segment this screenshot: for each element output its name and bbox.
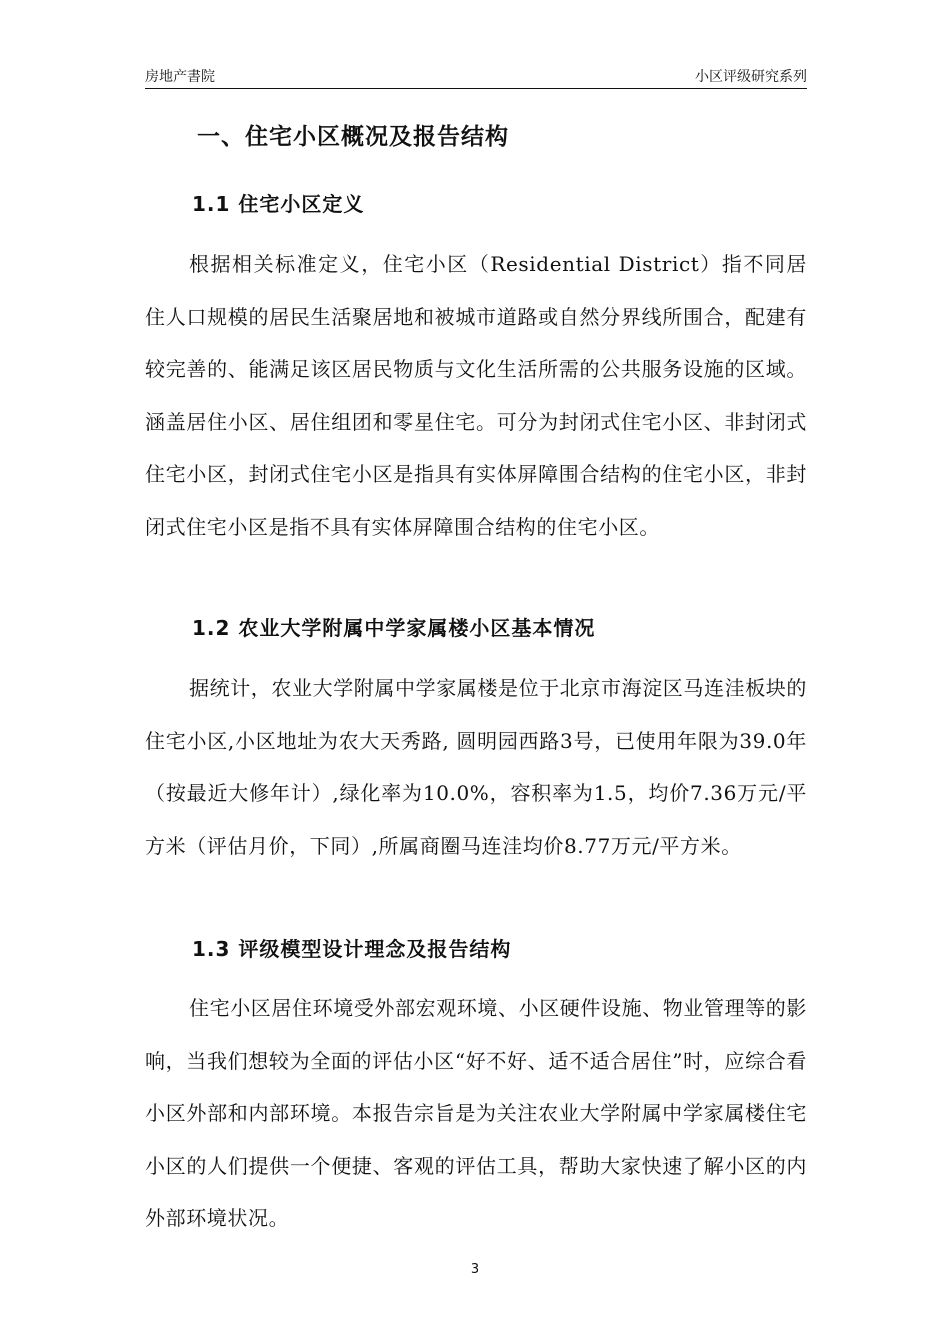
section-heading-1-3: 1.3 评级模型设计理念及报告结构 <box>192 937 512 961</box>
header-publisher: 房地产書院 <box>145 69 215 85</box>
chapter-title: 一、住宅小区概况及报告结构 <box>197 124 509 150</box>
section-paragraph-1-2: 据统计，农业大学附属中学家属楼是位于北京市海淀区马连洼板块的住宅小区,小区地址为农大天秀路, 圆明园西路3号，已使用年限为39.0年（按最近大修年计）,绿化率为10.0%，容积率为1.5，均价7.36万元/平方米（评估月价，下同）,所属商圈马连洼均价8.77万元/平方米。 <box>145 676 807 858</box>
section-heading-1-2: 1.2 农业大学附属中学家属楼小区基本情况 <box>192 616 596 640</box>
header-series-title: 小区评级研究系列 <box>695 69 807 85</box>
section-paragraph-1-3: 住宅小区居住环境受外部宏观环境、小区硬件设施、物业管理等的影响，当我们想较为全面的评估小区“好不好、适不适合居住”时，应综合看小区外部和内部环境。本报告宗旨是为关注农业大学附属中学家属楼住宅小区的人们提供一个便捷、客观的评估工具，帮助大家快速了解小区的内外部环境状况。 <box>145 996 807 1230</box>
section-paragraph-1-1: 根据相关标准定义，住宅小区（Residential District）指不同居住人口规模的居民生活聚居地和被城市道路或自然分界线所围合，配建有较完善的、能满足该区居民物质与文化生活所需的公共服务设施的区域。涵盖居住小区、居住组团和零星住宅。可分为封闭式住宅小区、非封闭式住宅小区，封闭式住宅小区是指具有实体屏障围合结构的住宅小区，非封闭式住宅小区是指不具有实体屏障围合结构的住宅小区。 <box>145 252 807 539</box>
page-header <box>145 62 807 89</box>
page-number: 3 <box>470 1262 480 1277</box>
section-heading-1-1: 1.1 住宅小区定义 <box>192 192 365 216</box>
